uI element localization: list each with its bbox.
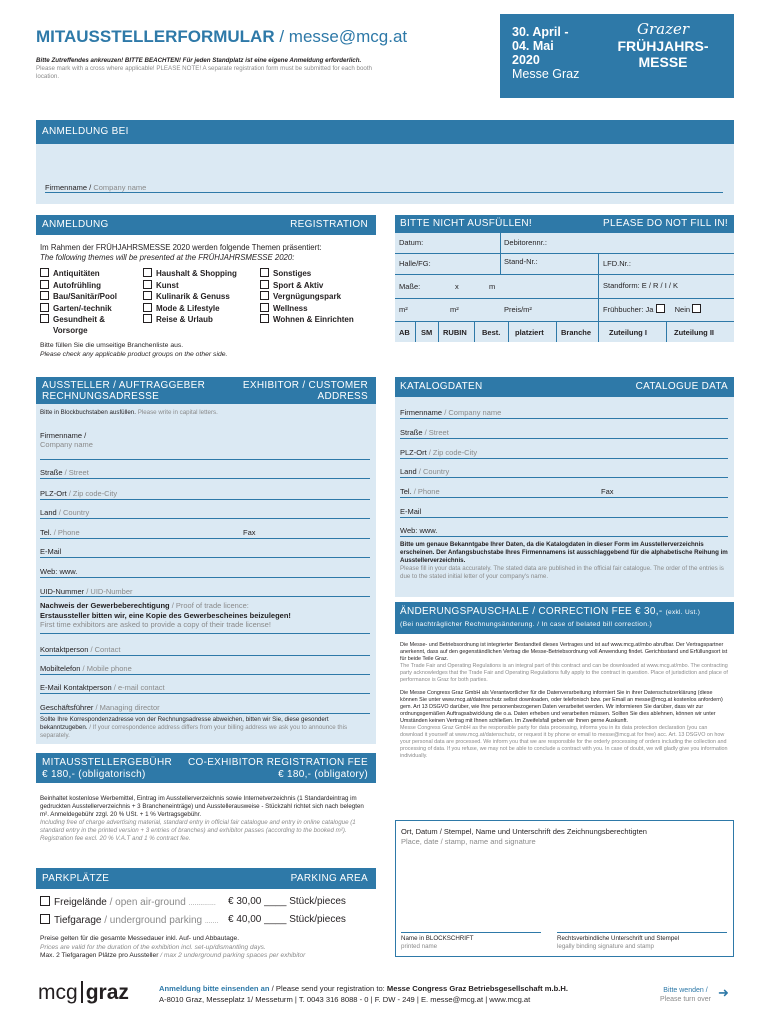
office-rule: [395, 253, 734, 254]
signature-sign-label: [557, 935, 679, 951]
aussteller-tel[interactable]: [40, 528, 80, 537]
katalog-web[interactable]: Web: www.: [400, 526, 438, 535]
theme-bau-sanitaer-pool[interactable]: [40, 291, 117, 303]
arrow-right-icon: ➜: [718, 985, 729, 1000]
signature-name-en: printed name: [401, 943, 438, 950]
aussteller-web[interactable]: Web: www.: [40, 567, 78, 576]
footer-line2: A-8010 Graz, Messeplatz 1/ Messeturm | T. 0043 316 8088 - 0 | F. DW - 249 | E. messe@mcg.at | www.mcg.at: [159, 995, 531, 1004]
gebuehr-header: [36, 753, 376, 783]
office-col-sm: SM: [421, 328, 433, 337]
office-masse-m: m: [489, 282, 496, 291]
signature-title: [401, 827, 647, 847]
gf-label-en: / Managing director: [93, 703, 160, 712]
nachweis-label-en: / Proof of trade licence:: [169, 601, 249, 610]
parking-row2-dots: .......: [204, 918, 219, 925]
checkbox[interactable]: [40, 896, 50, 906]
checkbox[interactable]: [143, 280, 152, 289]
aussteller-kontakt[interactable]: [40, 645, 120, 654]
katalog-tel[interactable]: [400, 487, 440, 496]
katalog-strasse-line: [400, 438, 728, 439]
footer-line1-de: Anmeldung bitte einsenden an: [159, 984, 270, 993]
parking-row2-de: Tiefgarage: [54, 915, 102, 926]
emailkontakt-label-de: E-Mail Kontaktperson: [40, 683, 112, 692]
theme-label: Garten/-technik: [53, 303, 112, 313]
signature-sign-en: legally binding signature and stamp: [557, 943, 654, 950]
parking-note2-en: / max 2 underground parking spaces per exhibitor: [158, 952, 306, 960]
anmeldung-bei-panel: [36, 144, 734, 204]
event-date-line2: 04. Mai: [512, 39, 554, 53]
aussteller-uid[interactable]: [40, 587, 133, 596]
checkbox[interactable]: [40, 303, 49, 312]
aussteller-email-line: [40, 557, 370, 558]
office-stand: Stand-Nr.:: [504, 257, 538, 266]
office-rule: [415, 321, 416, 342]
aussteller-strasse[interactable]: [40, 468, 89, 477]
anmeldung-intro: [40, 243, 322, 263]
legal-p2-en: Messe Congress Graz GmbH as the responsible party for data processing, informs you in its data protection declaration (you can download it yourself at www.mcg.at/datenschutz, or request it by phone or email to messe@mcg.at for free) acc. Art. 13 DSGVO on how your personal data are processed. We inform you that we are responsible for the orderly processing of orders including the collection and processing of data. If you refuse, we may not be able to conclude a contract with you. In case of doubt, we will gladly give you information individually.: [400, 724, 728, 759]
footer-company: Messe Congress Graz Betriebsgesellschaft m.b.H.: [386, 984, 568, 993]
header-note-en: Please mark with a cross where applicable! PLEASE NOTE! A separate registration form must be submitted for each booth location.: [36, 65, 373, 80]
logo-divider: [81, 981, 83, 1003]
turn-over-en: Please turn over: [660, 996, 711, 1003]
parking-note1-de: Preise gelten für die gesamte Messedauer inkl. Auf- und Abbautage.: [40, 935, 240, 942]
theme-reise[interactable]: [143, 314, 237, 326]
parking-row1-en: / open air-ground: [106, 897, 186, 908]
signature-sign-de: Rechtsverbindliche Unterschrift und Stempel: [557, 935, 680, 942]
theme-vorsorge: [40, 326, 117, 337]
katalog-web-line: [400, 536, 728, 537]
parking-note2-de: Max. 2 Tiefgaragen Plätze pro Aussteller: [40, 952, 159, 960]
parking-row1-price: [228, 896, 346, 907]
office-rule: [438, 321, 439, 342]
parking-notes: [40, 935, 305, 961]
signature-title-de: Ort, Datum / Stempel, Name und Unterschrift des Zeichnungsberechtigten: [401, 827, 647, 836]
event-date-line3: 2020: [512, 53, 540, 67]
event-date-line1: 30. April -: [512, 25, 569, 39]
aussteller-firmenname[interactable]: [40, 431, 93, 449]
aussteller-mobil[interactable]: [40, 664, 132, 673]
parking-row-tiefgarage[interactable]: [40, 914, 218, 926]
office-datum: Datum:: [399, 238, 424, 247]
anmeldung-title-en: REGISTRATION: [290, 219, 368, 230]
office-rule: [666, 321, 667, 342]
tel-label-en: / Phone: [411, 487, 440, 496]
strasse-label-de: Straße: [400, 428, 423, 437]
checkbox[interactable]: [143, 291, 152, 300]
signature-name-label: [401, 935, 474, 951]
korr-note-de: Sollte Ihre Korrespondenzadresse von der Rechnungsadresse abweichen, bitten wir Sie, diese gesondert bekanntzugeben.: [40, 716, 329, 731]
event-date: [512, 25, 579, 81]
aussteller-land-line: [40, 518, 370, 519]
kontakt-label-en: / Contact: [88, 645, 121, 654]
aussteller-header: [36, 377, 376, 404]
office-col-rubin: RUBIN: [443, 328, 467, 337]
signature-name-line: [401, 932, 541, 933]
theme-label: Autofrühling: [53, 280, 101, 290]
legal-p1-de: Die Messe- und Betriebsordnung ist integrierter Bestandteil dieses Vertrages und ist auf www.mcg.at/mbo abrufbar. Der Vertragspartner anerkennt, dass auf den gegenständlichen Vertrag die Messe-Betriebsordnung voll Anwendung findet. Gerichtsstand und Erfüllungsort ist für beide Teile Graz.: [400, 642, 728, 662]
legal-p2-de: Die Messe Congress Graz GmbH als Verantwortlicher für die Datenverarbeitung informiert Sie in ihrer Datenschutzerklärung (diese können Sie unter www.mcg.at/datenschutz selbst downloaden, oder telefonisch bzw. per Email an messe@mcg.at kostenlos anfordern) gem. Art 13 DSGVO darüber, wie Ihre personenbezogenen Daten verarbeitet werden. Wir informieren Sie darüber, dass wir zur ordnungsgemäßen Auftragsabwicklung die o.a. Daten erheben und verarbeiten müssen. Sollten Sie dies ablehnen, können wir unter Umständen keinen Vertrag mit Ihnen schließen. Im Zweifelsfall geben wir Ihnen gerne Auskunft.: [400, 690, 723, 725]
land-label-en: / Country: [416, 467, 450, 476]
correction-title-text: ÄNDERUNGSPAUSCHALE / CORRECTION FEE € 30,-: [400, 606, 663, 617]
checkbox[interactable]: [143, 314, 152, 323]
firmenname-label-en: / Company name: [442, 408, 502, 417]
office-col-branche: Branche: [561, 328, 592, 337]
aussteller-emailkontakt[interactable]: [40, 683, 165, 692]
theme-label: Sport & Aktiv: [273, 280, 324, 290]
aussteller-land[interactable]: [40, 508, 89, 517]
office-preis: Preis/m²: [504, 305, 532, 314]
parking-row2-unit: Stück/pieces: [289, 914, 346, 925]
header-note-de: Bitte Zutreffendes ankreuzen! BITTE BEACHTEN! Für jeden Standplatz ist eine eigene Anmeldung erforderlich.: [36, 57, 362, 64]
office-debitorennr: Debitorennr.:: [504, 238, 547, 247]
katalog-note-de: Bitte um genaue Bekanntgabe Ihrer Daten, da die Katalogdaten in dieser Form im Ausstellerverzeichnis erscheinen. Der Anfangsbuchstabe Ihres Firmennamens ist ausschlaggebend für die alphabetische Reihung im Ausstellerverzeichnis.: [400, 541, 728, 564]
theme-sport[interactable]: [260, 280, 354, 292]
anmeldung-intro-en: The following themes will be presented at the FRÜHJAHRSMESSE 2020:: [40, 253, 295, 262]
office-col-zuteilung-1: Zuteilung I: [609, 328, 647, 337]
theme-garten-technik[interactable]: [40, 303, 117, 315]
mobil-label-en: / Mobile phone: [80, 664, 132, 673]
form-title-text: MITAUSSTELLERFORMULAR: [36, 27, 275, 46]
checkbox[interactable]: [40, 914, 50, 924]
checkbox[interactable]: [40, 291, 49, 300]
parking-row1-dots: ..............: [188, 900, 216, 907]
office-rule: [395, 274, 734, 275]
parking-row1-blank[interactable]: ____: [264, 896, 287, 907]
theme-label: Reise & Urlaub: [156, 315, 213, 324]
checkbox[interactable]: [260, 303, 269, 312]
office-col-ab: AB: [399, 328, 410, 337]
footer-line1-en: / Please send your registration to:: [269, 984, 387, 993]
theme-haushalt[interactable]: [143, 268, 237, 280]
office-use-panel: [395, 233, 734, 342]
capital-note-de: Bitte in Blockbuchstaben ausfüllen.: [40, 409, 136, 416]
katalog-email[interactable]: E-Mail: [400, 507, 422, 516]
uid-label-en: / UID-Number: [84, 587, 133, 596]
aussteller-uid-line: [40, 596, 370, 597]
office-masse: Maße:: [399, 282, 421, 291]
office-rule: [508, 321, 509, 342]
theme-label: Vorsorge: [53, 325, 88, 335]
strasse-label-en: / Street: [62, 468, 89, 477]
katalog-land[interactable]: [400, 467, 449, 476]
parking-row1-unit: Stück/pieces: [289, 896, 346, 907]
mcg-logo: [38, 981, 129, 1005]
theme-label: Wellness: [273, 303, 308, 313]
fruehbucher-label: Frühbucher: Ja: [603, 305, 654, 314]
correction-title-small: (exkl. Ust.): [665, 609, 701, 616]
aussteller-title-en-2: ADDRESS: [317, 391, 368, 402]
firmenname-label-en: Company name: [40, 440, 93, 449]
office-rule: [395, 321, 734, 322]
aussteller-tel-line: [40, 538, 370, 539]
theme-label: Gesundheit &: [53, 315, 106, 324]
checkbox[interactable]: [40, 314, 49, 323]
katalog-plz-line: [400, 458, 728, 459]
anmeldung-note: [40, 341, 227, 359]
land-label-de: Land: [400, 467, 417, 476]
firmenname-label-en: Company name: [91, 183, 147, 192]
emailkontakt-label-en: / e-mail contact: [111, 683, 165, 692]
footer-address: [159, 983, 568, 1005]
checkbox-ja[interactable]: [656, 304, 665, 313]
mcg-logo-graz: graz: [85, 981, 129, 1004]
theme-label: Kunst: [156, 280, 179, 290]
office-lfd: LFD.Nr.:: [603, 259, 631, 268]
parking-row-freigelaende[interactable]: [40, 896, 216, 908]
aussteller-title-en-1: EXHIBITOR / CUSTOMER: [242, 380, 368, 391]
aussteller-korr-note: [40, 716, 370, 740]
office-rule: [395, 298, 734, 299]
katalog-strasse[interactable]: [400, 428, 449, 437]
parking-row1-price-text: € 30,00: [228, 896, 262, 907]
header-note: [36, 57, 506, 81]
aussteller-gf-line: [40, 713, 370, 714]
theme-autofruehling[interactable]: [40, 280, 117, 292]
correction-header: [395, 602, 734, 634]
form-title: [36, 27, 407, 47]
katalog-firmenname[interactable]: [400, 408, 501, 417]
office-rule: [598, 321, 599, 342]
aussteller-web-line: [40, 577, 370, 578]
aussteller-gf[interactable]: [40, 703, 160, 712]
aussteller-kontakt-line: [40, 655, 370, 656]
parking-note1-en: Prices are valid for the duration of the exhibition incl. set-up/dismantling days.: [40, 943, 266, 951]
office-rule: [598, 253, 599, 321]
office-col-zuteilung-2: Zuteilung II: [674, 328, 714, 337]
anmeldung-title-de: ANMELDUNG: [42, 219, 109, 230]
anmeldung-intro-de: Im Rahmen der FRÜHJAHRSMESSE 2020 werden folgende Themen präsentiert:: [40, 243, 322, 252]
checkbox[interactable]: [260, 291, 269, 300]
anmeldung-bei-header: [36, 120, 734, 144]
office-m2-a: m²: [399, 305, 408, 314]
checkbox[interactable]: [260, 280, 269, 289]
plz-label-de: PLZ-Ort: [400, 448, 427, 457]
firmenname-label-de: Firmenname /: [40, 431, 87, 440]
signature-name-de: Name in BLOCKSCHRIFT: [401, 935, 474, 942]
anmeldung-bei-firmenname[interactable]: [45, 183, 146, 192]
mobil-label-de: Mobiltelefon: [40, 664, 81, 673]
checkbox[interactable]: [40, 268, 49, 277]
signature-title-en: Place, date / stamp, name and signature: [401, 837, 536, 846]
correction-title: [400, 606, 700, 617]
aussteller-email[interactable]: E-Mail: [40, 547, 62, 556]
legal-text: [400, 642, 730, 760]
parking-row2-blank[interactable]: ____: [264, 914, 287, 925]
office-masse-x: x: [455, 282, 459, 291]
aussteller-capital-note: [40, 409, 218, 417]
mcg-logo-mcg: mcg: [38, 981, 78, 1004]
turn-over-de: Bitte wenden /: [663, 987, 708, 994]
theme-mode[interactable]: [143, 303, 237, 315]
theme-kunst[interactable]: [143, 280, 237, 292]
theme-label: Vergnügungspark: [273, 292, 342, 301]
theme-kulinarik[interactable]: [143, 291, 237, 303]
katalog-note-en: Please fill in your data accurately. The stated data are published in the official fair catalogue. The order of the entries is due to the stated initial letter of your company's name.: [400, 565, 724, 580]
office-use-header: [395, 215, 734, 233]
theme-label: Wohnen & Einrichten: [273, 315, 354, 324]
aussteller-nachweis: [40, 601, 291, 630]
anmeldung-bei-firmenname-line: [45, 192, 723, 193]
checkbox[interactable]: [143, 268, 152, 277]
aussteller-nachweis-line: [40, 633, 370, 634]
gebuehr-title-de-2: € 180,- (obligatorisch): [42, 769, 146, 780]
office-rule: [500, 233, 501, 274]
strasse-label-de: Straße: [40, 468, 63, 477]
checkbox[interactable]: [143, 303, 152, 312]
tel-label-de: Tel.: [400, 487, 412, 496]
office-rule: [474, 321, 475, 342]
theme-label: Haushalt & Shopping: [156, 269, 237, 278]
checkbox-nein[interactable]: [692, 304, 701, 313]
checkbox[interactable]: [260, 314, 269, 323]
firmenname-label-de: Firmenname: [400, 408, 443, 417]
kontakt-label-de: Kontaktperson: [40, 645, 89, 654]
office-title-en: PLEASE DO NOT FILL IN!: [603, 218, 728, 229]
theme-antiquitaeten[interactable]: [40, 268, 117, 280]
checkbox[interactable]: [40, 280, 49, 289]
aussteller-title-de-1: AUSSTELLER / AUFTRAGGEBER: [42, 380, 206, 391]
legal-p1-en: The Trade Fair and Operating Regulations is an integral part of this contract and can be downloaded at www.mcg.at/mbo. The contracting party acknowledges that the Trade Fair and Operating Regulations fully apply to the contract in question. Place of jurisdiction and place of performance is Graz for both parties.: [400, 662, 728, 683]
land-label-en: / Country: [56, 508, 90, 517]
katalog-firmenname-line: [400, 418, 728, 419]
office-title-de: BITTE NICHT AUSFÜLLEN!: [400, 218, 532, 229]
katalog-title-de: KATALOGDATEN: [400, 381, 483, 392]
theme-label: Antiquitäten: [53, 269, 100, 278]
strasse-label-en: / Street: [422, 428, 449, 437]
parking-header: [36, 868, 376, 889]
korr-note-en: / If your correspondence address differs from your billing address we ask you to announce this separately.: [40, 724, 348, 739]
land-label-de: Land: [40, 508, 57, 517]
checkbox[interactable]: [260, 268, 269, 277]
theme-gesundheit[interactable]: [40, 314, 117, 326]
tel-label-de: Tel.: [40, 528, 52, 537]
gebuehr-text-de: Beinhaltet kostenlose Werbemittel, Eintrag im Ausstellerverzeichnis sowie Internetverzeichnis (1 Standardeintrag im gedruckten Ausstellerverzeichnis + 3 Brancheneinträge) und Ausstellerausweise - Stückzahl richtet sich nach belegten m². Anmeldegebühr zzgl. 20 % USt. + 1 % Vertragsgebühr.: [40, 795, 364, 818]
office-rule: [556, 321, 557, 342]
gebuehr-text: [40, 795, 370, 843]
office-fruehbucher: [603, 304, 705, 314]
katalog-note: [400, 541, 730, 581]
theme-vergnuegungspark[interactable]: [260, 291, 354, 303]
katalog-plz[interactable]: [400, 448, 477, 457]
theme-label: Kulinarik & Genuss: [156, 292, 230, 301]
nein-label: Nein: [674, 305, 691, 314]
katalog-land-line: [400, 477, 728, 478]
plz-label-de: PLZ-Ort: [40, 489, 67, 498]
gebuehr-text-en: Including free of charge advertising material, standard entry in official fair catalogue and entry in online catalogue (1 standard entry in the printed version + 3 entries of branches) and exhibitor passes (according to the booked m²). Registration fee excl. 20 % V.A.T and 1 % contract fee.: [40, 819, 356, 842]
turn-over[interactable]: [660, 986, 711, 1004]
gebuehr-title-en-1: CO-EXHIBITOR REGISTRATION FEE: [187, 757, 368, 768]
theme-column-2: [143, 268, 237, 326]
katalog-email-line: [400, 517, 728, 518]
parking-title-de: PARKPLÄTZE: [42, 873, 110, 884]
event-venue: Messe Graz: [512, 67, 580, 81]
office-m2-b: m²: [450, 305, 459, 314]
erstaussteller-note: Erstaussteller bitten wir, eine Kopie des Gewerbescheines beizulegen!: [40, 610, 291, 620]
aussteller-fax[interactable]: Fax: [243, 528, 256, 537]
event-logo: [598, 20, 728, 70]
theme-wellness[interactable]: [260, 303, 354, 315]
aussteller-strasse-line: [40, 478, 370, 479]
event-logo-script: Grazer: [636, 20, 690, 38]
correction-subtitle: (Bei nachträglicher Rechnungsänderung. / In case of belated bill correction.): [400, 621, 653, 628]
theme-column-1: [40, 268, 117, 336]
uid-label-de: UID-Nummer: [40, 587, 85, 596]
theme-column-3: [260, 268, 354, 326]
anmeldung-note-de: Bitte füllen Sie die umseitige Branchenliste aus.: [40, 342, 184, 349]
aussteller-mobil-line: [40, 674, 370, 675]
office-col-best: Best.: [482, 328, 501, 337]
theme-sonstiges[interactable]: [260, 268, 354, 280]
event-logo-line2: MESSE: [638, 54, 688, 70]
parking-row1-de: Freigelände: [54, 897, 107, 908]
parking-row2-price-text: € 40,00: [228, 914, 262, 925]
gf-label-de: Geschäftsführer: [40, 703, 94, 712]
aussteller-plz[interactable]: [40, 489, 117, 498]
katalog-header: [395, 377, 734, 397]
office-halle: Halle/FG:: [399, 259, 431, 268]
first-time-note: First time exhibitors are asked to provide a copy of their trade license!: [40, 620, 271, 629]
theme-label: Sonstiges: [273, 269, 312, 278]
gebuehr-title-en-2: € 180,- (obligatory): [278, 769, 368, 780]
theme-label: Bau/Sanitär/Pool: [53, 292, 118, 301]
anmeldung-note-en: Please check any applicable product groups on the other side.: [40, 351, 228, 358]
firmenname-label-de: Firmenname /: [45, 183, 92, 192]
gebuehr-title-de-1: MITAUSSTELLERGEBÜHR: [42, 757, 172, 768]
office-col-platziert: platziert: [515, 328, 544, 337]
tel-label-en: / Phone: [51, 528, 80, 537]
anmeldung-bei-title: ANMELDUNG BEI: [42, 126, 129, 137]
anmeldung-header: [36, 215, 376, 235]
nachweis-label-de: Nachweis der Gewerbeberechtigung: [40, 601, 170, 610]
parking-title-en: PARKING AREA: [290, 873, 368, 884]
parking-row2-en: / underground parking: [101, 915, 203, 926]
theme-label: Mode & Lifestyle: [156, 303, 220, 313]
katalog-fax[interactable]: Fax: [601, 487, 614, 496]
aussteller-emailkontakt-line: [40, 693, 370, 694]
katalog-title-en: CATALOGUE DATA: [635, 381, 728, 392]
capital-note-en: Please write in capital letters.: [135, 409, 218, 416]
plz-label-en: / Zip code-City: [426, 448, 478, 457]
aussteller-title-de-2: RECHNUNGSADRESSE: [42, 391, 160, 402]
aussteller-firmenname-line: [40, 459, 370, 460]
event-date-box: [500, 14, 734, 98]
katalog-tel-line: [400, 497, 728, 498]
event-logo-line1: FRÜHJAHRS-: [617, 38, 709, 54]
form-title-email: / messe@mcg.at: [279, 27, 408, 46]
aussteller-plz-line: [40, 499, 370, 500]
parking-row2-price: [228, 914, 346, 925]
theme-wohnen[interactable]: [260, 314, 354, 326]
office-standform: Standform: E / R / I / K: [603, 281, 679, 290]
plz-label-en: / Zip code-City: [66, 489, 118, 498]
signature-sign-line: [557, 932, 727, 933]
